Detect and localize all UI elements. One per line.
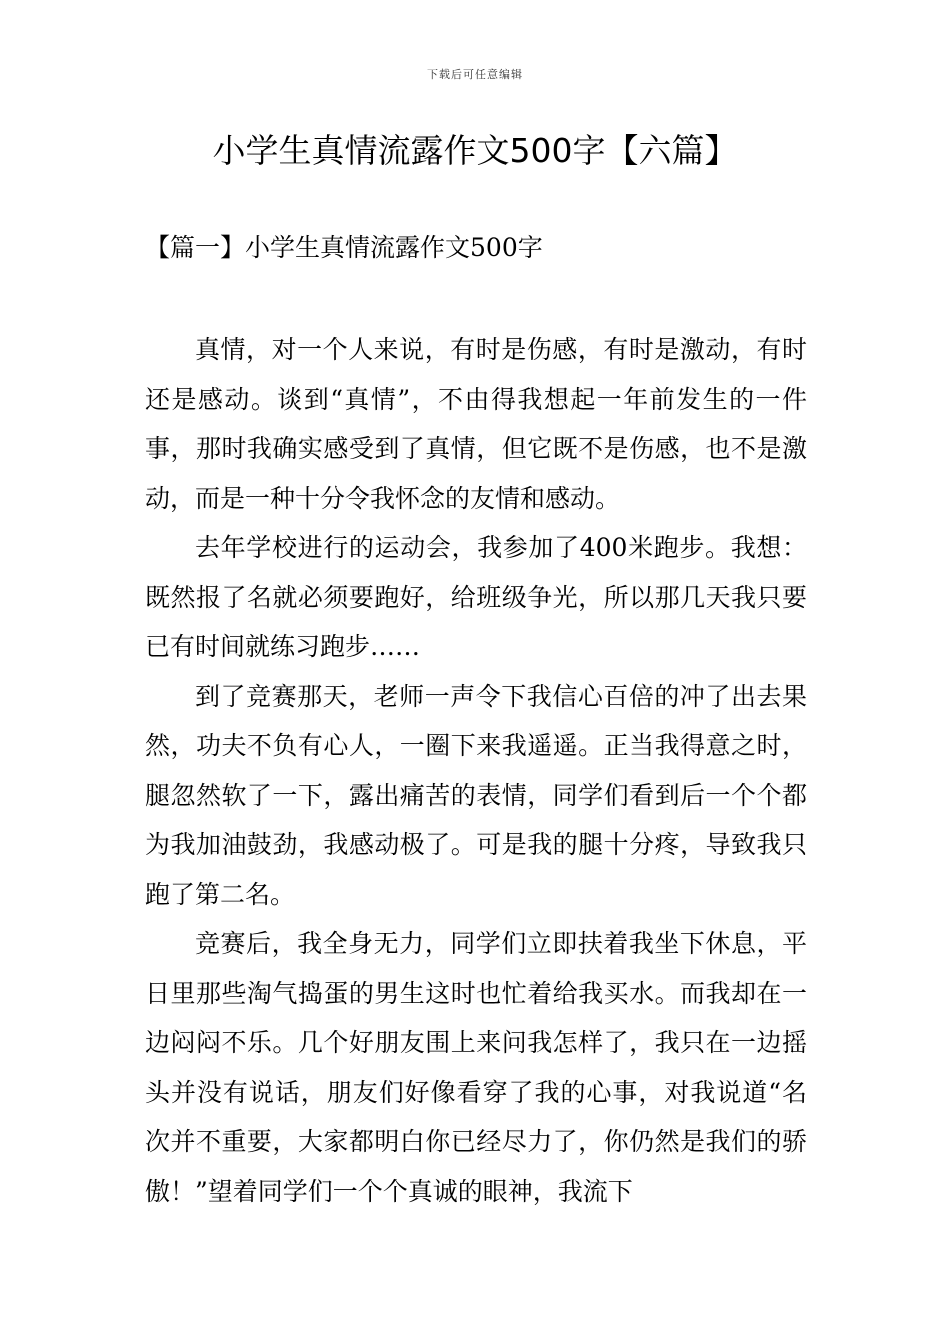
section-heading: 【篇一】小学生真情流露作文500字 [145,233,543,262]
paragraph: 去年学校进行的运动会，我参加了400米跑步。我想：既然报了名就必须要跑好，给班级争光，所以那几天我只要已有时间就练习跑步…… [145,533,807,661]
header-note: 下载后可任意编辑 [427,68,523,81]
article-body [145,325,807,1216]
paragraph: 真情，对一个人来说，有时是伤感，有时是激动，有时还是感动。谈到“真情”，不由得我想起一年前发生的一件事，那时我确实感受到了真情，但它既不是伤感，也不是激动，而是一种十分令我怀念的友情和感动。 [145,335,807,513]
paragraph: 到了竞赛那天，老师一声令下我信心百倍的冲了出去果然，功夫不负有心人，一圈下来我遥遥。正当我得意之时，腿忽然软了一下，露出痛苦的表情，同学们看到后一个个都为我加油鼓劲，我感动极了。可是我的腿十分疼，导致我只跑了第二名。 [145,681,807,909]
document-title: 小学生真情流露作文500字【六篇】 [212,131,738,170]
paragraph: 竞赛后，我全身无力，同学们立即扶着我坐下休息，平日里那些淘气捣蛋的男生这时也忙着给我买水。而我却在一边闷闷不乐。几个好朋友围上来问我怎样了，我只在一边摇头并没有说话，朋友们好像看穿了我的心事，对我说道“名次并不重要，大家都明白你已经尽力了，你仍然是我们的骄傲！”望着同学们一个个真诚的眼神，我流下 [145,929,807,1206]
